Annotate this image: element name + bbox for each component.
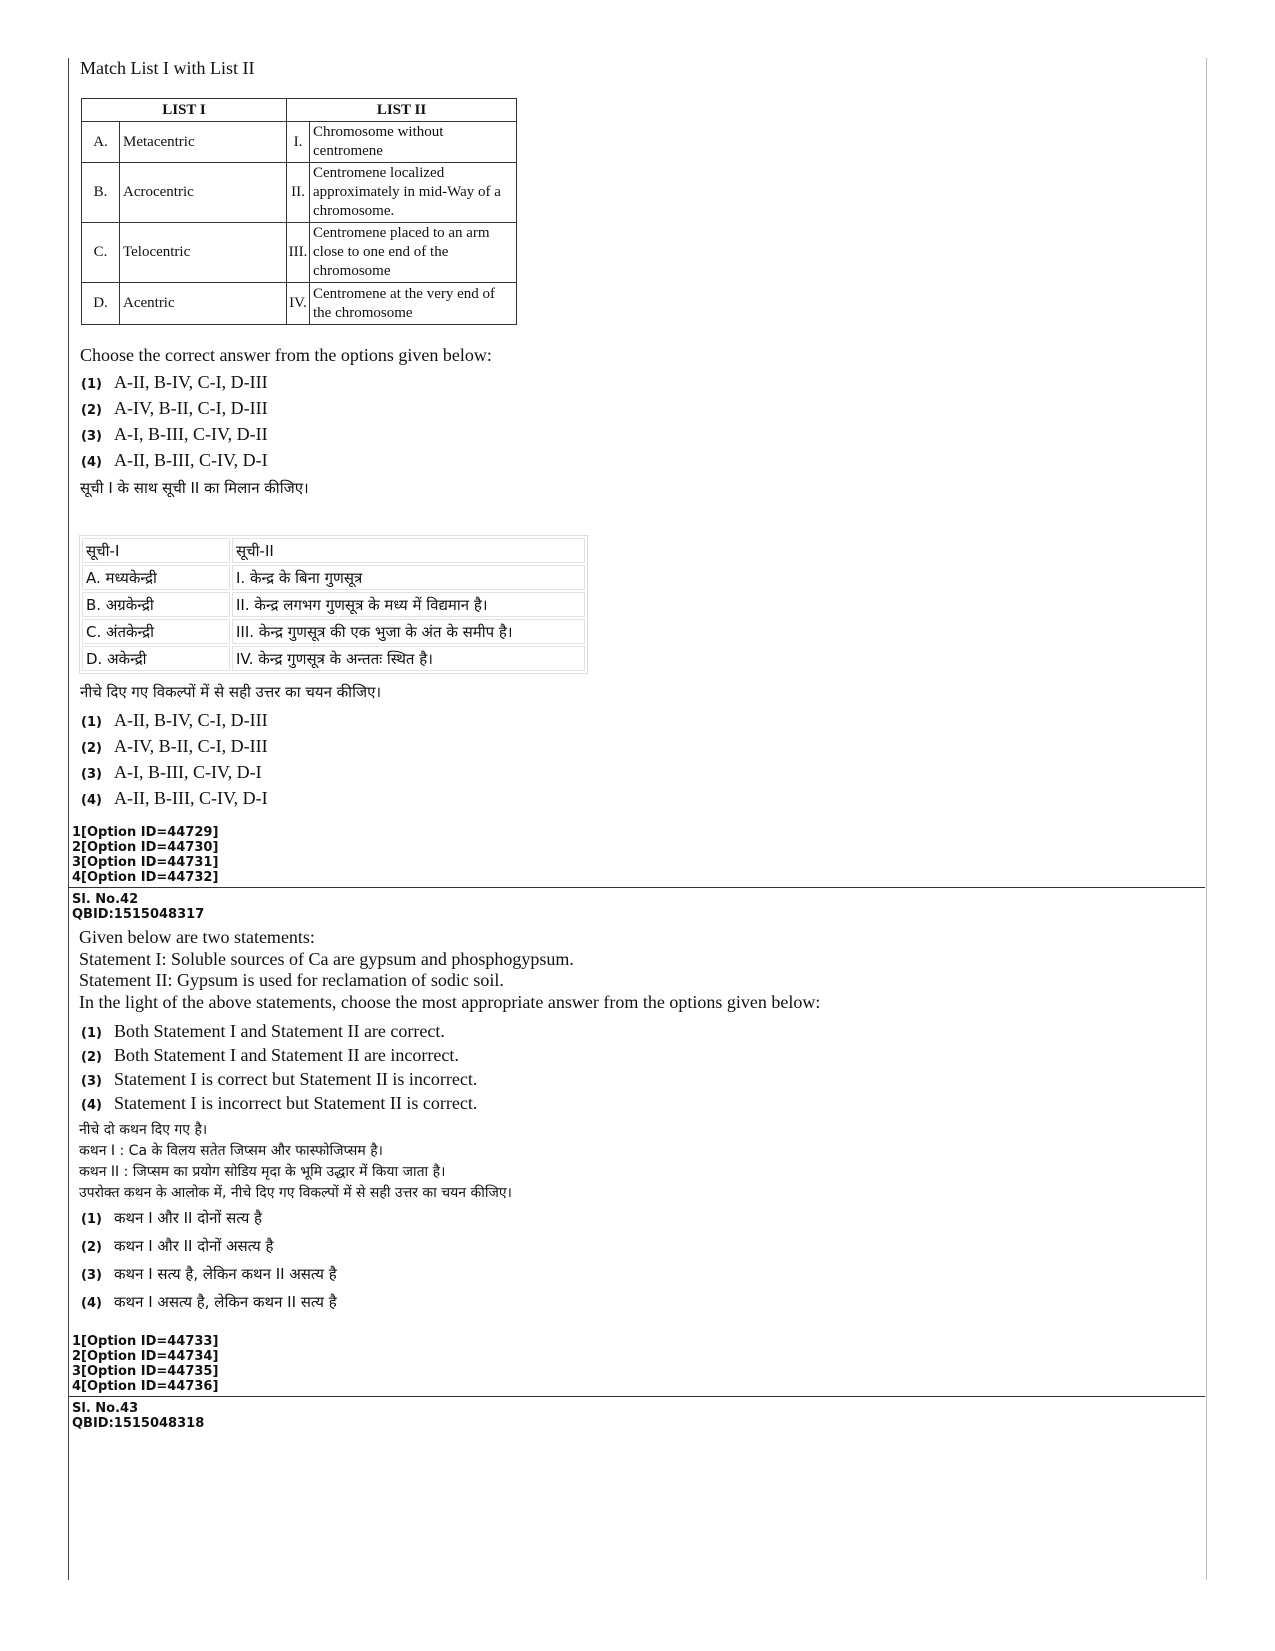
table-row <box>82 163 517 223</box>
option-item[interactable] <box>81 762 262 783</box>
statement-line: कथन II : जिप्सम का प्रयोग सोडिय मृदा के भूमि उद्धार में किया जाता है। <box>79 1164 446 1180</box>
option-text: A-II, B-III, C-IV, D-I <box>114 788 268 808</box>
question-header <box>72 892 204 922</box>
row-roman: II. <box>287 163 310 223</box>
hindi-left-cell: C. अंतकेन्द्री <box>82 619 230 644</box>
option-id: 1[Option ID=44733] <box>72 1334 219 1349</box>
option-text: कथन I और II दोनों असत्य है <box>114 1237 274 1255</box>
option-item[interactable] <box>81 736 268 757</box>
statement-line: उपरोक्त कथन के आलोक में, नीचे दिए गए विकल्पों में से सही उत्तर का चयन कीजिए। <box>79 1185 512 1201</box>
option-text: Statement I is correct but Statement II is incorrect. <box>114 1069 478 1089</box>
row-term: Acrocentric <box>120 163 287 223</box>
question-divider <box>68 1396 1205 1397</box>
option-id: 1[Option ID=44729] <box>72 825 219 840</box>
option-item[interactable] <box>81 1264 337 1284</box>
table-row <box>82 538 585 563</box>
option-number: (4) <box>81 1296 102 1311</box>
option-text: A-I, B-III, C-IV, D-II <box>114 424 268 444</box>
table-row <box>82 122 517 163</box>
row-term: Metacentric <box>120 122 287 163</box>
hindi-left-cell: B. अग्रकेन्द्री <box>82 592 230 617</box>
qbid: QBID:1515048317 <box>72 907 205 922</box>
option-number: (3) <box>81 1268 102 1283</box>
row-roman: IV. <box>287 283 310 325</box>
row-term: Telocentric <box>120 223 287 283</box>
table-row <box>82 565 585 590</box>
option-number: (3) <box>81 429 102 444</box>
hindi-intro: सूची I के साथ सूची II का मिलान कीजिए। <box>80 479 309 497</box>
option-text: A-IV, B-II, C-I, D-III <box>114 736 268 756</box>
list-one-header: LIST I <box>82 99 287 122</box>
option-number: (3) <box>81 767 102 782</box>
option-id: 4[Option ID=44732] <box>72 870 219 885</box>
row-letter: D. <box>82 283 120 325</box>
option-id-list <box>72 1334 218 1394</box>
row-term: Acentric <box>120 283 287 325</box>
row-roman: III. <box>287 223 310 283</box>
option-item[interactable] <box>81 398 268 419</box>
option-number: (1) <box>81 1212 102 1227</box>
option-item[interactable] <box>81 1045 459 1066</box>
row-roman: I. <box>287 122 310 163</box>
option-number: (1) <box>81 1026 102 1041</box>
row-description: Centromene at the very end of the chromosome <box>310 283 517 325</box>
hindi-choose-instruction: नीचे दिए गए विकल्पों में से सही उत्तर का चयन कीजिए। <box>80 683 382 701</box>
option-id: 2[Option ID=44734] <box>72 1349 219 1364</box>
hindi-right-cell: I. केन्द्र के बिना गुणसूत्र <box>232 565 585 590</box>
option-item[interactable] <box>81 450 268 471</box>
statement-line: नीचे दो कथन दिए गए है। <box>79 1122 208 1138</box>
option-number: (2) <box>81 403 102 418</box>
option-number: (2) <box>81 741 102 756</box>
serial-number: Sl. No.42 <box>72 892 139 907</box>
statement-line: कथन I : Ca के विलय सतेत जिप्सम और फास्फोजिप्सम है। <box>79 1143 383 1159</box>
hindi-left-cell: D. अकेन्द्री <box>82 646 230 671</box>
hindi-statement-block <box>79 1120 512 1204</box>
option-item[interactable] <box>81 1208 262 1228</box>
statement-line: Statement II: Gypsum is used for reclamation of sodic soil. <box>79 970 504 990</box>
option-item[interactable] <box>81 1236 273 1256</box>
list-two-header: LIST II <box>287 99 517 122</box>
option-text: A-IV, B-II, C-I, D-III <box>114 398 268 418</box>
option-number: (4) <box>81 793 102 808</box>
option-text: Both Statement I and Statement II are correct. <box>114 1021 445 1041</box>
option-number: (1) <box>81 715 102 730</box>
option-number: (2) <box>81 1240 102 1255</box>
row-letter: C. <box>82 223 120 283</box>
option-item[interactable] <box>81 1292 337 1312</box>
option-id: 3[Option ID=44731] <box>72 855 219 870</box>
hindi-match-table <box>79 535 588 674</box>
row-description: Chromosome without centromene <box>310 122 517 163</box>
row-description: Centromene placed to an arm close to one end of the chromosome <box>310 223 517 283</box>
match-table <box>81 98 517 325</box>
statement-line: Statement I: Soluble sources of Ca are gypsum and phosphogypsum. <box>79 948 574 969</box>
choose-instruction: Choose the correct answer from the options given below: <box>80 345 492 365</box>
hindi-header-left: सूची-I <box>82 538 230 563</box>
option-item[interactable] <box>81 710 268 731</box>
option-id: 3[Option ID=44735] <box>72 1364 219 1379</box>
row-letter: B. <box>82 163 120 223</box>
option-text: A-II, B-III, C-IV, D-I <box>114 450 268 470</box>
table-row <box>82 223 517 283</box>
row-letter: A. <box>82 122 120 163</box>
hindi-header-right: सूची-II <box>232 538 585 563</box>
option-number: (4) <box>81 1098 102 1113</box>
statement-line: In the light of the above statements, choose the most appropriate answer from the options given below: <box>79 991 821 1012</box>
option-id-list <box>72 825 218 885</box>
table-row <box>82 283 517 325</box>
qbid: QBID:1515048318 <box>72 1416 205 1431</box>
table-row <box>82 592 585 617</box>
question-intro: Match List I with List II <box>80 58 255 78</box>
question-header <box>72 1401 204 1431</box>
option-number: (3) <box>81 1074 102 1089</box>
option-text: कथन I असत्य है, लेकिन कथन II सत्य है <box>114 1293 337 1311</box>
option-text: कथन I और II दोनों सत्य है <box>114 1209 263 1227</box>
option-item[interactable] <box>81 1021 445 1042</box>
hindi-right-cell: IV. केन्द्र गुणसूत्र के अन्ततः स्थित है। <box>232 646 585 671</box>
option-id: 2[Option ID=44730] <box>72 840 219 855</box>
option-id: 4[Option ID=44736] <box>72 1379 219 1394</box>
row-description: Centromene localized approximately in mid-Way of a chromosome. <box>310 163 517 223</box>
option-text: A-I, B-III, C-IV, D-I <box>114 762 262 782</box>
option-text: कथन I सत्य है, लेकिन कथन II असत्य है <box>114 1265 337 1283</box>
option-item[interactable] <box>81 1093 477 1114</box>
option-text: A-II, B-IV, C-I, D-III <box>114 710 268 730</box>
serial-number: Sl. No.43 <box>72 1401 139 1416</box>
option-item[interactable] <box>81 1069 477 1090</box>
question-divider <box>68 887 1205 888</box>
statement-block <box>79 927 820 1013</box>
option-item[interactable] <box>81 424 268 445</box>
option-number: (4) <box>81 455 102 470</box>
statement-line: Given below are two statements: <box>79 927 315 947</box>
option-number: (2) <box>81 1050 102 1065</box>
option-text: Statement I is incorrect but Statement II is correct. <box>114 1093 478 1113</box>
hindi-right-cell: III. केन्द्र गुणसूत्र की एक भुजा के अंत के समीप है। <box>232 619 585 644</box>
option-item[interactable] <box>81 372 268 393</box>
table-row <box>82 646 585 671</box>
table-row <box>82 619 585 644</box>
option-text: A-II, B-IV, C-I, D-III <box>114 372 268 392</box>
hindi-left-cell: A. मध्यकेन्द्री <box>82 565 230 590</box>
hindi-right-cell: II. केन्द्र लगभग गुणसूत्र के मध्य में विद्यमान है। <box>232 592 585 617</box>
option-text: Both Statement I and Statement II are incorrect. <box>114 1045 459 1065</box>
option-number: (1) <box>81 377 102 392</box>
option-item[interactable] <box>81 788 268 809</box>
